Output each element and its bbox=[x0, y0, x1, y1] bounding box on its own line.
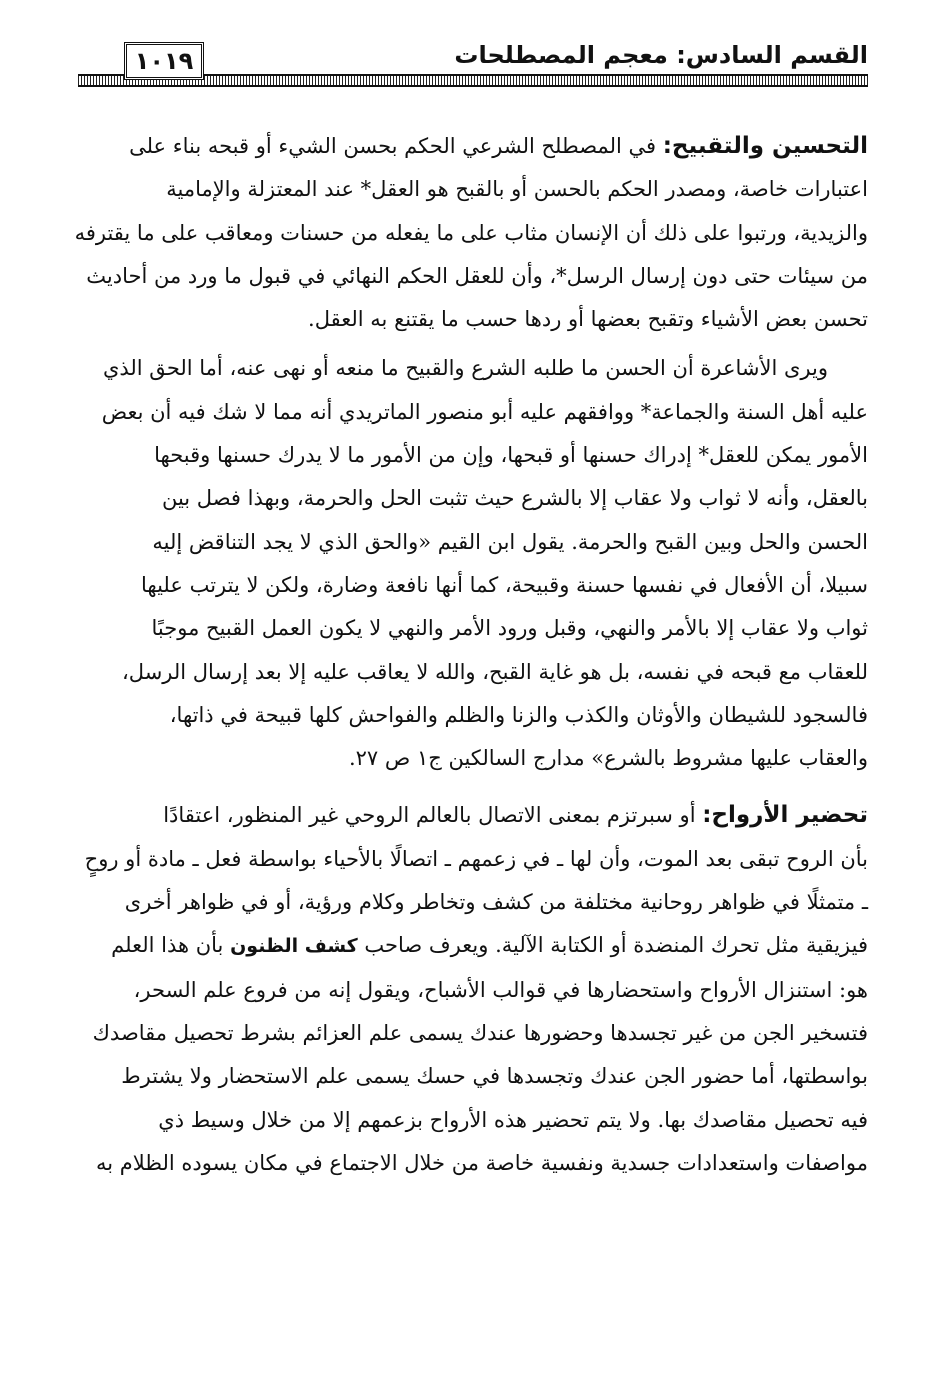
entry-line: هو: استنزال الأرواح واستحضارها في قوالب الأشباح، ويقول إنه من فروع علم السحر، bbox=[133, 977, 868, 1002]
entry-line: فتسخير الجن من غير تجسدها وحضورها عندك يسمى علم العزائم بشرط تحصيل مقاصدك bbox=[92, 1020, 868, 1045]
entry-term: تحضير الأرواح: bbox=[702, 802, 868, 829]
entry-line: والزيدية، ورتبوا على ذلك أن الإنسان مثاب على ما يفعله من حسنات ومعاقب على ما يقترفه bbox=[74, 220, 868, 245]
entry-line: والعقاب عليها مشروط بالشرع» مدارج السالكين ج١ ص ٢٧. bbox=[348, 746, 868, 771]
entry-line: فالسجود للشيطان والأوثان والكذب والزنا والظلم والفواحش كلها قبيحة في ذاتها، bbox=[169, 702, 868, 727]
entry-line: بالعقل، وأنه لا ثواب ولا عقاب إلا بالشرع حيث تثبت الحل والحرمة، وبهذا فصل بين bbox=[161, 486, 868, 511]
entry-line: بأن الروح تبقى بعد الموت، وأن لها ـ في زعمهم ـ اتصالًا بالأحياء بواسطة فعل ـ مادة أو روحٍ bbox=[84, 846, 868, 871]
entry-line: عليه أهل السنة والجماعة* ووافقهم عليه أبو منصور الماتريدي أنه مما لا شك فيه أن بعض bbox=[101, 399, 868, 424]
entry-line bbox=[76, 794, 868, 837]
entry-line bbox=[76, 924, 868, 968]
entry-line: ويرى الأشاعرة أن الحسن ما طلبه الشرع والقبيح ما منعه أو نهى عنه، أما الحق الذي bbox=[102, 356, 828, 381]
entry-text: بأن هذا العلم bbox=[111, 933, 231, 958]
entry-line: الحسن والحل وبين القبح والحرمة. يقول ابن القيم «والحق الذي لا يجد التناقض إليه bbox=[152, 529, 868, 554]
entry-line bbox=[76, 125, 868, 168]
entry-text: في المصطلح الشرعي الحكم بحسن الشيء أو قبحه بناء على bbox=[129, 134, 663, 158]
entry-text: فيزيقية مثل تحرك المنضدة أو الكتابة الآلية. ويعرف صاحب bbox=[357, 933, 868, 958]
entry-tahdir bbox=[76, 794, 868, 1185]
book-title: كشف الظنون bbox=[230, 935, 358, 958]
entry-line: للعقاب مع قبحه في نفسه، بل هو غاية القبح، والله لا يعاقب عليه إلا بعد إرسال الرسل، bbox=[122, 659, 868, 684]
entry-line: من سيئات حتى دون إرسال الرسل*، وأن للعقل الحكم النهائي في قبول ما ورد من أحاديث bbox=[86, 263, 868, 288]
entry-line: فيه تحصيل مقاصدك بها. ولا يتم تحضير هذه الأرواح بزعمهم إلا من خلال وسيط ذي bbox=[158, 1107, 868, 1132]
entry-line: ثواب ولا عقاب إلا بالأمر والنهي، وقبل ورود الأمر والنهي لا يكون العمل القبيح موجبًا bbox=[151, 616, 868, 641]
entry-line: ـ متمثلًا في ظواهر روحانية مختلفة من كشف وتخاطر وكلام ورؤية، أو في ظواهر أخرى bbox=[124, 890, 868, 915]
entry-line: مواصفات واستعدادات جسدية ونفسية خاصة من خلال الاجتماع في مكان يسوده الظلام به bbox=[95, 1150, 868, 1175]
entry-line: سبيلا، أن الأفعال في نفسها حسنة وقبيحة، كما أنها نافعة وضارة، ولكن لا يترتب عليها bbox=[141, 572, 868, 597]
entry-text: أو سبرتزم بمعنى الاتصال بالعالم الروحي غير المنظور، اعتقادًا bbox=[163, 803, 703, 828]
page-number: ١٠١٩ bbox=[124, 42, 204, 80]
page-header bbox=[78, 38, 868, 88]
entry-gap bbox=[76, 780, 868, 794]
entry-line: الأمور يمكن للعقل* إدراك حسنها أو قبحها، وإن من الأمور ما لا يدرك حسنها وقبحها bbox=[154, 443, 868, 468]
entry-term: التحسين والتقبيح: bbox=[662, 133, 868, 159]
entry-line: تحسن بعض الأشياء وتقبح بعضها أو ردها حسب ما يقتنع به العقل. bbox=[308, 307, 868, 332]
entry-tahsin bbox=[76, 125, 868, 780]
entry-line: اعتبارات خاصة، ومصدر الحكم بالحسن أو بالقبح هو العقل* عند المعتزلة والإمامية bbox=[166, 177, 868, 202]
entry-line: بواسطتها، أما حضور الجن عندك وتجسدها في حسك يسمى علم الاستحضار ولا يشترط bbox=[121, 1064, 868, 1089]
section-title: القسم السادس: معجم المصطلحات bbox=[454, 41, 868, 69]
page-body bbox=[76, 125, 868, 1185]
